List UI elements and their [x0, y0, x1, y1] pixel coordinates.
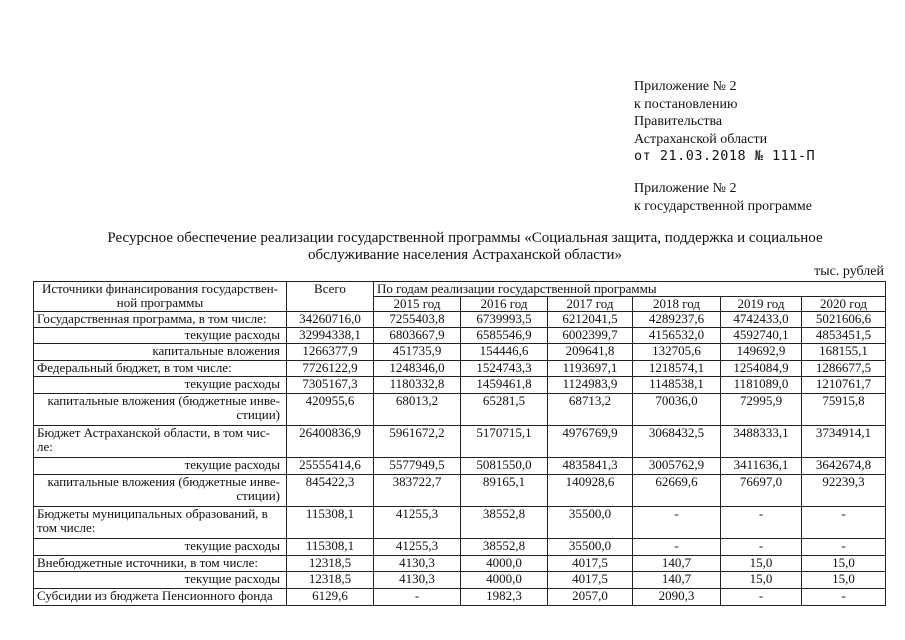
cell-year-value: 68013,2: [374, 394, 461, 426]
table-row: [34, 556, 886, 572]
cell-total: 25555414,6: [287, 458, 374, 475]
cell-year-value: 1210761,7: [802, 377, 886, 394]
table-row: [34, 361, 886, 377]
cell-year-value: 1459461,8: [461, 377, 548, 394]
annex-government: Правительства: [634, 114, 723, 129]
cell-year-value: -: [633, 539, 721, 556]
cell-year-value: 76697,0: [721, 475, 802, 507]
header-year: 2017 год: [548, 297, 633, 312]
table-row: [34, 344, 886, 361]
cell-year-value: 3642674,8: [802, 458, 886, 475]
row-source-label: текущие расходы: [34, 572, 287, 589]
annex-decree-block: [634, 78, 815, 166]
cell-year-value: 1124983,9: [548, 377, 633, 394]
cell-year-value: 75915,8: [802, 394, 886, 426]
cell-year-value: 4835841,3: [548, 458, 633, 475]
cell-total: 26400836,9: [287, 426, 374, 458]
row-source-label: капитальные вложения (бюджетные инве-стиции): [34, 394, 287, 426]
annex-number: Приложение № 2: [634, 181, 737, 196]
cell-year-value: 2057,0: [548, 589, 633, 606]
annex-program-block: [634, 180, 812, 215]
cell-year-value: 89165,1: [461, 475, 548, 507]
cell-year-value: 140,7: [633, 556, 721, 572]
cell-total: 420955,6: [287, 394, 374, 426]
cell-year-value: 7255403,8: [374, 312, 461, 328]
table-row: [34, 507, 886, 539]
cell-year-value: 209641,8: [548, 344, 633, 361]
title-line: Ресурсное обеспечение реализации государственной программы «Социальная защита, поддержка и социальное: [107, 230, 823, 246]
table-row: [34, 539, 886, 556]
cell-year-value: 5961672,2: [374, 426, 461, 458]
cell-year-value: 6739993,5: [461, 312, 548, 328]
cell-year-value: 1982,3: [461, 589, 548, 606]
table-row: [34, 312, 886, 328]
table-body: [34, 312, 886, 606]
row-source-label: текущие расходы: [34, 539, 287, 556]
cell-year-value: 1248346,0: [374, 361, 461, 377]
units-label: тыс. рублей: [814, 264, 884, 279]
row-source-label: Федеральный бюджет, в том числе:: [34, 361, 287, 377]
cell-year-value: 1180332,8: [374, 377, 461, 394]
table-row: [34, 426, 886, 458]
cell-year-value: 65281,5: [461, 394, 548, 426]
row-source-label: Внебюджетные источники, в том числе:: [34, 556, 287, 572]
cell-year-value: 4742433,0: [721, 312, 802, 328]
cell-year-value: 4017,5: [548, 556, 633, 572]
header-year: 2018 год: [633, 297, 721, 312]
row-source-label: Субсидии из бюджета Пенсионного фонда: [34, 589, 287, 606]
cell-year-value: 1524743,3: [461, 361, 548, 377]
cell-year-value: 1254084,9: [721, 361, 802, 377]
cell-year-value: 140,7: [633, 572, 721, 589]
cell-year-value: 1218574,1: [633, 361, 721, 377]
annex-number: Приложение № 2: [634, 79, 737, 94]
annex-to-decree: к постановлению: [634, 96, 738, 112]
cell-year-value: 3005762,9: [633, 458, 721, 475]
cell-year-value: 6585546,9: [461, 328, 548, 344]
cell-year-value: 6002399,7: [548, 328, 633, 344]
annex-region: Астраханской области: [634, 131, 768, 147]
cell-year-value: 5081550,0: [461, 458, 548, 475]
cell-year-value: -: [802, 589, 886, 606]
document-title: [60, 230, 870, 264]
cell-year-value: -: [802, 539, 886, 556]
cell-year-value: -: [721, 507, 802, 539]
header-year: 2020 год: [802, 297, 886, 312]
cell-total: 115308,1: [287, 507, 374, 539]
row-source-label: Бюджеты муниципальных образований, в том числе:: [34, 507, 287, 539]
cell-year-value: 154446,6: [461, 344, 548, 361]
cell-total: 12318,5: [287, 572, 374, 589]
cell-year-value: 68713,2: [548, 394, 633, 426]
cell-year-value: 62669,6: [633, 475, 721, 507]
cell-total: 32994338,1: [287, 328, 374, 344]
cell-year-value: 38552,8: [461, 539, 548, 556]
cell-year-value: 168155,1: [802, 344, 886, 361]
cell-year-value: 6212041,5: [548, 312, 633, 328]
cell-year-value: 4000,0: [461, 572, 548, 589]
cell-year-value: 41255,3: [374, 539, 461, 556]
cell-year-value: 4130,3: [374, 572, 461, 589]
header-year: 2015 год: [374, 297, 461, 312]
cell-year-value: 5577949,5: [374, 458, 461, 475]
funding-table: [33, 281, 886, 606]
cell-year-value: 149692,9: [721, 344, 802, 361]
cell-year-value: 15,0: [802, 572, 886, 589]
table-row: [34, 377, 886, 394]
annex-to-program: к государственной программе: [634, 198, 812, 214]
header-source: Источники финансирования государствен-ной программы: [34, 282, 287, 312]
cell-year-value: 383722,7: [374, 475, 461, 507]
header-year: 2019 год: [721, 297, 802, 312]
cell-year-value: 2090,3: [633, 589, 721, 606]
cell-year-value: 3068432,5: [633, 426, 721, 458]
cell-total: 7305167,3: [287, 377, 374, 394]
cell-year-value: 451735,9: [374, 344, 461, 361]
header-year: 2016 год: [461, 297, 548, 312]
cell-year-value: 41255,3: [374, 507, 461, 539]
cell-year-value: 15,0: [802, 556, 886, 572]
cell-total: 6129,6: [287, 589, 374, 606]
cell-year-value: -: [721, 589, 802, 606]
cell-total: 34260716,0: [287, 312, 374, 328]
table-row: [34, 589, 886, 606]
cell-year-value: 35500,0: [548, 507, 633, 539]
cell-year-value: 72995,9: [721, 394, 802, 426]
table-row: [34, 572, 886, 589]
header-by-years: По годам реализации государственной программы: [374, 282, 886, 297]
row-source-label: текущие расходы: [34, 328, 287, 344]
cell-year-value: 35500,0: [548, 539, 633, 556]
cell-year-value: 4130,3: [374, 556, 461, 572]
cell-total: 115308,1: [287, 539, 374, 556]
annex-date: от 21.03.2018 № 111-П: [634, 148, 816, 164]
cell-year-value: 140928,6: [548, 475, 633, 507]
table-row: [34, 458, 886, 475]
row-source-label: капитальные вложения (бюджетные инве-стиции): [34, 475, 287, 507]
cell-total: 1266377,9: [287, 344, 374, 361]
cell-year-value: -: [374, 589, 461, 606]
cell-year-value: 5021606,6: [802, 312, 886, 328]
cell-year-value: 6803667,9: [374, 328, 461, 344]
cell-year-value: 1148538,1: [633, 377, 721, 394]
table-row: [34, 475, 886, 507]
cell-year-value: 4017,5: [548, 572, 633, 589]
cell-year-value: 70036,0: [633, 394, 721, 426]
header-total: Всего: [287, 282, 374, 312]
row-source-label: текущие расходы: [34, 377, 287, 394]
row-source-label: Государственная программа, в том числе:: [34, 312, 287, 328]
cell-year-value: 1193697,1: [548, 361, 633, 377]
table-row: [34, 394, 886, 426]
cell-year-value: 3411636,1: [721, 458, 802, 475]
row-source-label: капитальные вложения: [34, 344, 287, 361]
cell-year-value: 4853451,5: [802, 328, 886, 344]
row-source-label: Бюджет Астраханской области, в том чис-ле:: [34, 426, 287, 458]
title-line: обслуживание населения Астраханской области»: [307, 247, 623, 263]
cell-year-value: -: [633, 507, 721, 539]
cell-year-value: -: [721, 539, 802, 556]
cell-year-value: 92239,3: [802, 475, 886, 507]
cell-year-value: 1286677,5: [802, 361, 886, 377]
cell-year-value: 15,0: [721, 556, 802, 572]
row-source-label: текущие расходы: [34, 458, 287, 475]
cell-year-value: 3488333,1: [721, 426, 802, 458]
cell-year-value: 3734914,1: [802, 426, 886, 458]
cell-year-value: 4976769,9: [548, 426, 633, 458]
cell-year-value: -: [802, 507, 886, 539]
cell-year-value: 4156532,0: [633, 328, 721, 344]
cell-year-value: 5170715,1: [461, 426, 548, 458]
table-header-row: [34, 282, 886, 297]
cell-year-value: 4000,0: [461, 556, 548, 572]
cell-year-value: 38552,8: [461, 507, 548, 539]
table-row: [34, 328, 886, 344]
cell-year-value: 4289237,6: [633, 312, 721, 328]
cell-year-value: 4592740,1: [721, 328, 802, 344]
cell-total: 7726122,9: [287, 361, 374, 377]
cell-total: 12318,5: [287, 556, 374, 572]
cell-year-value: 1181089,0: [721, 377, 802, 394]
cell-year-value: 132705,6: [633, 344, 721, 361]
cell-total: 845422,3: [287, 475, 374, 507]
cell-year-value: 15,0: [721, 572, 802, 589]
